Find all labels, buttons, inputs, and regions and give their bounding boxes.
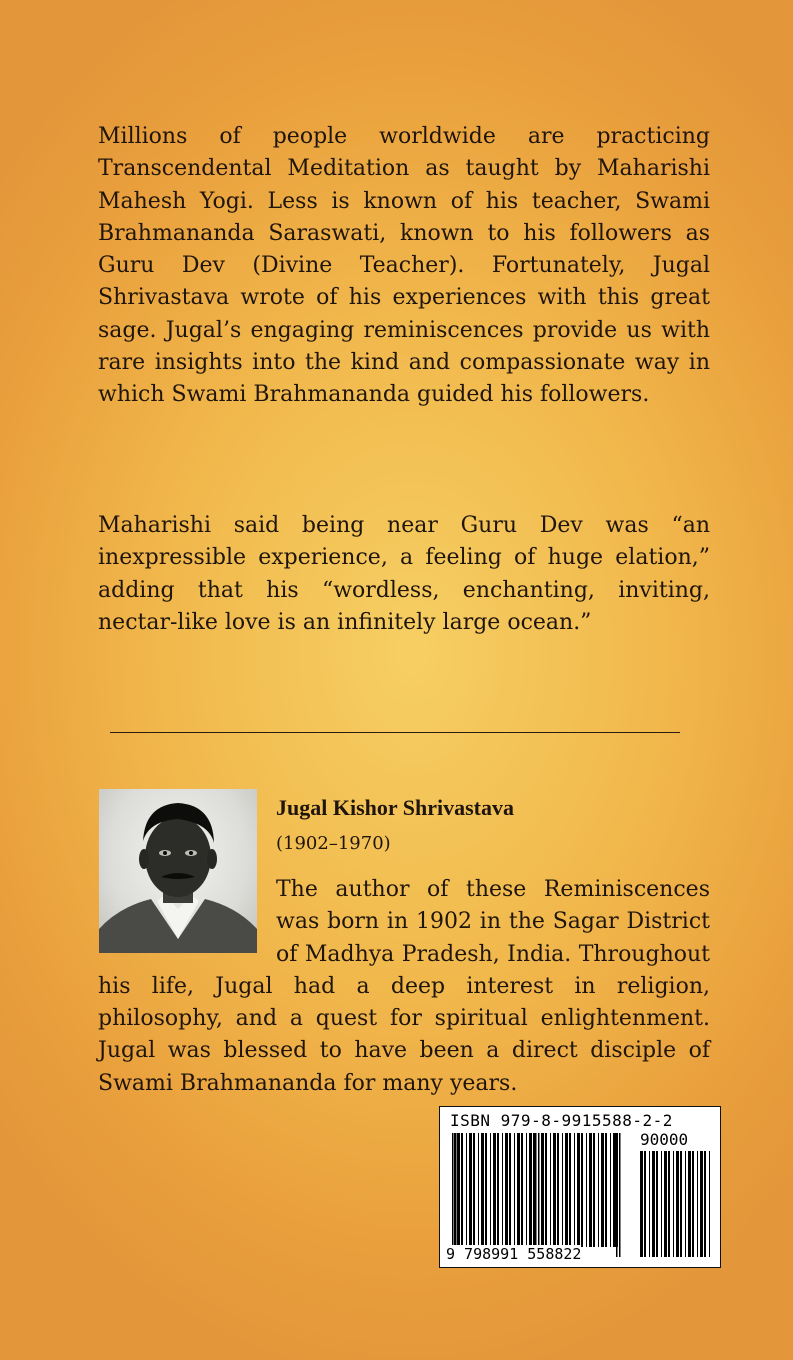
barcode-bar xyxy=(680,1151,682,1257)
barcode-bar xyxy=(521,1133,523,1247)
isbn-barcode xyxy=(439,1106,721,1268)
barcode-bar xyxy=(529,1133,532,1247)
barcode-bar xyxy=(565,1133,568,1247)
barcode-bar xyxy=(569,1133,571,1247)
barcode-bar xyxy=(613,1133,616,1247)
barcode-bar xyxy=(685,1151,686,1257)
barcode-bar xyxy=(586,1133,587,1247)
barcode-bar xyxy=(502,1133,503,1247)
barcode-bar xyxy=(593,1133,595,1247)
barcode-bar xyxy=(490,1133,491,1247)
barcode-bar xyxy=(661,1151,662,1257)
barcode-bar xyxy=(454,1133,455,1247)
author-bio: The author of these Reminiscences was born in 1902 in the Sagar District of Madhya Pradesh, India. Throughout his life, Jugal had a deep interest in religion, philosophy, and a quest for spiritual enlightenment. Jugal was blessed to have been a direct disciple of Swami Brahmananda for many years. xyxy=(98,877,710,1096)
barcode-bar xyxy=(550,1133,551,1247)
barcode-bar xyxy=(473,1133,475,1247)
barcode-bar xyxy=(553,1133,556,1247)
barcode-bar xyxy=(676,1151,679,1257)
barcode-bar xyxy=(533,1133,535,1247)
divider-rule xyxy=(110,732,680,733)
barcode-bar xyxy=(526,1133,527,1247)
barcode-bar xyxy=(692,1151,694,1257)
barcode-bar xyxy=(562,1133,563,1247)
barcode-bar xyxy=(673,1151,674,1257)
barcode-bar xyxy=(610,1133,611,1247)
barcode-bar xyxy=(649,1151,650,1257)
author-name: Jugal Kishor Shrivastava xyxy=(276,795,514,820)
barcode-bar xyxy=(697,1151,698,1257)
barcode-bar xyxy=(589,1133,592,1247)
barcode-bar xyxy=(709,1151,710,1257)
author-bio-block xyxy=(98,874,710,1100)
barcode-bar xyxy=(704,1151,706,1257)
barcode-bar xyxy=(545,1133,547,1247)
barcode-guard-bar xyxy=(452,1133,454,1257)
barcode-bar xyxy=(509,1133,511,1247)
barcode-bar xyxy=(652,1151,655,1257)
barcode-bar xyxy=(688,1151,691,1257)
barcode-bar xyxy=(640,1151,643,1257)
barcode-bar xyxy=(541,1133,544,1247)
barcode-bar xyxy=(601,1133,604,1247)
barcode-bar xyxy=(517,1133,520,1247)
barcode-bar xyxy=(644,1151,646,1257)
price-code: 90000 xyxy=(640,1130,689,1149)
barcode-bar xyxy=(656,1151,658,1257)
barcode-bar xyxy=(466,1133,467,1247)
barcode-bar xyxy=(574,1133,575,1247)
barcode-bar xyxy=(493,1133,496,1247)
barcode-guard-bar xyxy=(619,1133,621,1257)
ean-digits: 9 798991 558822 xyxy=(446,1245,582,1263)
barcode-bar xyxy=(457,1133,460,1247)
barcode-bar xyxy=(557,1133,559,1247)
barcode-bar xyxy=(461,1133,463,1247)
barcode-bar xyxy=(469,1133,472,1247)
description-paragraph-1: Millions of people worldwide are practicing Transcendental Meditation as taught by Maharishi Mahesh Yogi. Less is known of his teacher, Swami Brahmananda Saraswati, known to his followers as Guru Dev (Divine Teacher). Fortunately, Jugal Shrivastava wrote of his experiences with this great sage. Jugal’s engaging reminiscences provide us with rare insights into the kind and compassionate way in which Swami Brahmananda guided his followers. xyxy=(98,124,710,408)
barcode-guard-bar xyxy=(535,1133,537,1257)
barcode-bar xyxy=(700,1151,703,1257)
barcode-bar xyxy=(497,1133,499,1247)
barcode-bar xyxy=(668,1151,670,1257)
barcode-bar xyxy=(664,1151,667,1257)
barcode-bar xyxy=(481,1133,484,1247)
barcode-bar xyxy=(505,1133,508,1247)
isbn-label: ISBN 979-8-9915588-2-2 xyxy=(450,1111,673,1130)
barcode-guard-bar xyxy=(616,1133,618,1257)
barcode-bar xyxy=(485,1133,487,1247)
barcode-bar xyxy=(478,1133,479,1247)
barcode-bar xyxy=(514,1133,515,1247)
author-dates: (1902–1970) xyxy=(276,833,391,854)
barcode-guard-bar xyxy=(538,1133,540,1257)
barcode-bar xyxy=(605,1133,607,1247)
barcode-bar xyxy=(581,1133,583,1247)
bio-photo-spacer xyxy=(98,874,276,970)
barcode-guard-bar xyxy=(455,1133,457,1257)
barcode-bar xyxy=(598,1133,599,1247)
barcode-bar xyxy=(577,1133,580,1247)
description-paragraph-2: Maharishi said being near Guru Dev was “an inexpressible experience, a feeling of huge elation,” adding that his “wordless, enchanting, inviting, nectar-like love is an infinitely large ocean.” xyxy=(98,513,710,635)
